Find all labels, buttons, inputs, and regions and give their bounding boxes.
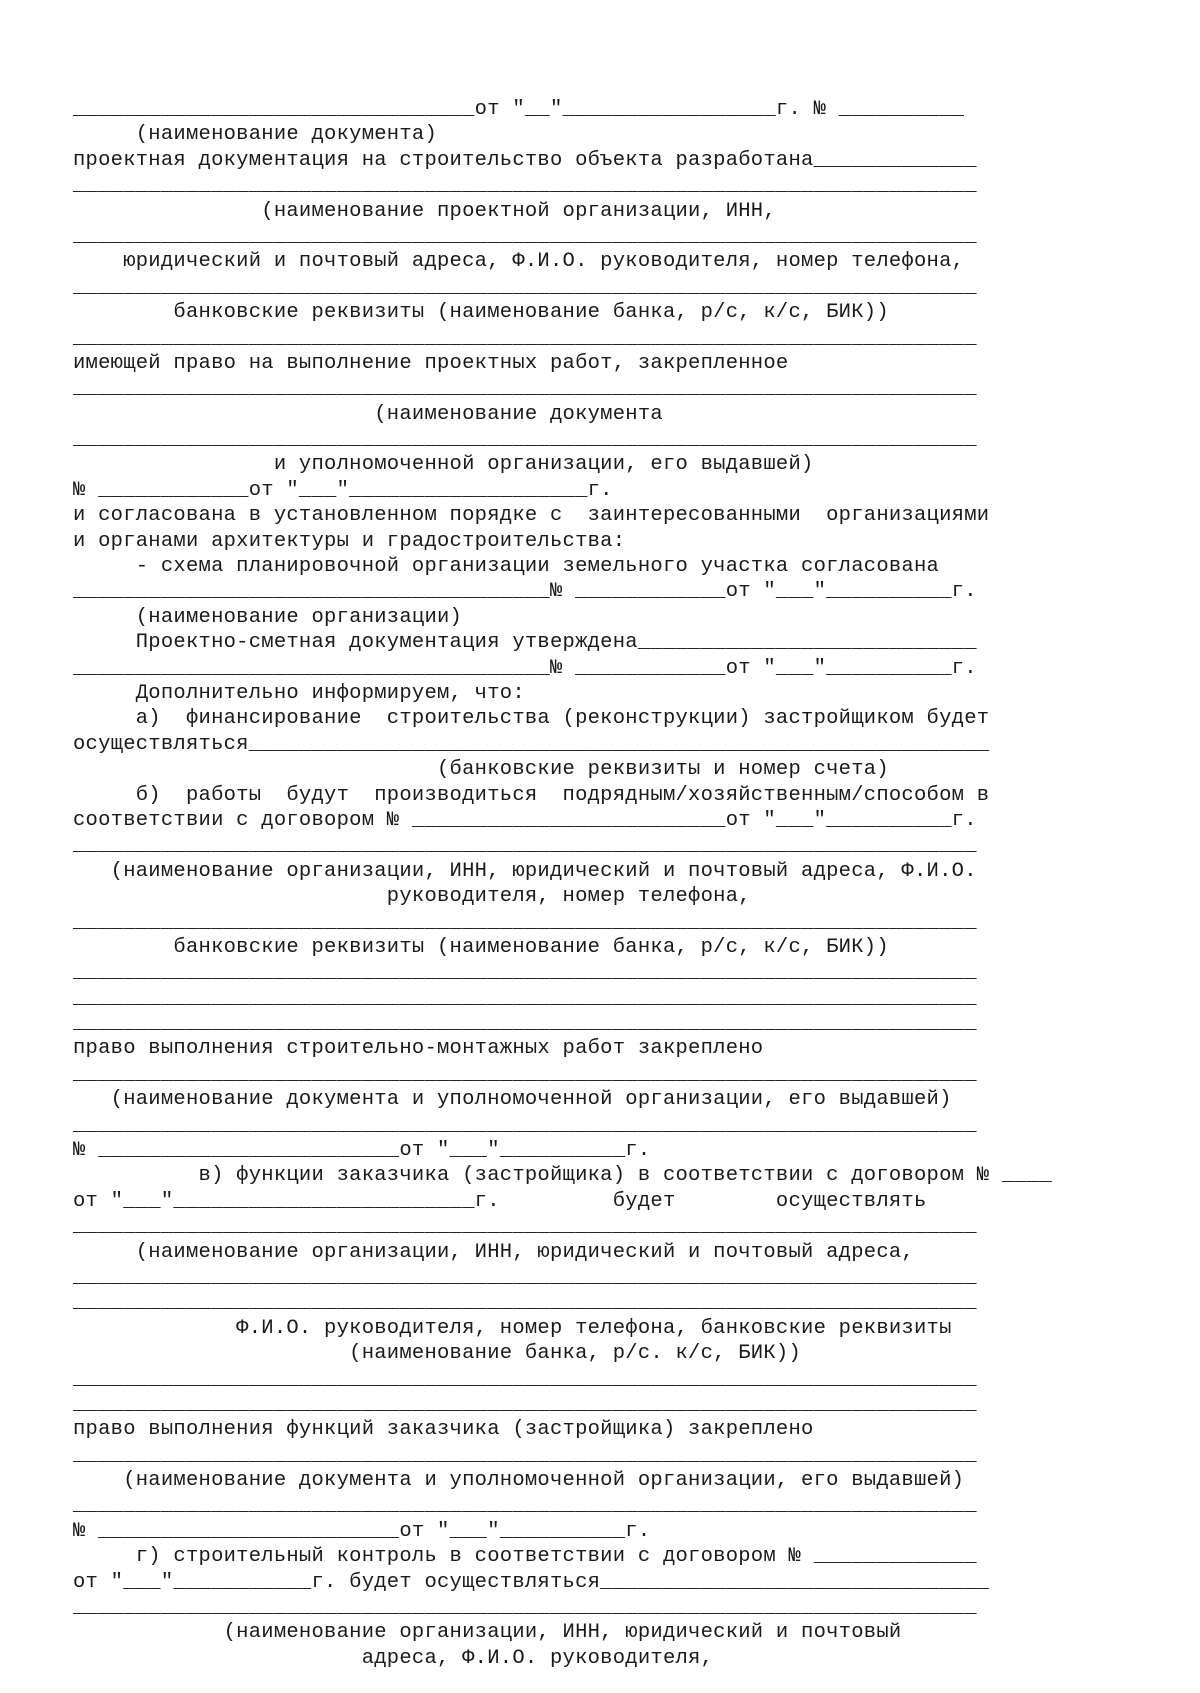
document-line: ________________________________________________________________________ [73, 910, 977, 934]
document-line: юридический и почтовый адреса, Ф.И.О. руководителя, номер телефона, [73, 250, 965, 274]
document-line: от "___"___________г. будет осуществляться_______________________________ [73, 1570, 990, 1594]
document-line: ________________________________________________________________________ [73, 1494, 977, 1518]
document-line: от "___"________________________г. будет осуществлять [73, 1189, 927, 1213]
document-line: в) функции заказчика (застройщика) в соответствии с договором № ____ [73, 1164, 1053, 1188]
document-line: ________________________________________________________________________ [73, 834, 977, 858]
document-line: соответствии с договором № _________________________от "___"__________г. [73, 808, 977, 832]
document-body [73, 97, 1055, 1671]
document-line: (наименование организации, ИНН, юридический и почтовый адреса, [73, 1240, 914, 1264]
document-line: ________________________________________________________________________ [73, 377, 977, 401]
document-line: ________________________________________________________________________ [73, 1443, 977, 1467]
document-line: адреса, Ф.И.О. руководителя, [73, 1646, 714, 1670]
document-line: ________________________________________________________________________ [73, 326, 977, 350]
document-line: (наименование документа) [73, 123, 438, 147]
document-line: ________________________________________________________________________ [73, 1291, 977, 1315]
document-line: ________________________________________________________________________ [73, 961, 977, 985]
document-line: (наименование организации) [73, 605, 463, 629]
document-line: а) финансирование строительства (реконструкции) застройщиком будет [73, 707, 990, 731]
document-line: ________________________________________________________________________ [73, 428, 977, 452]
document-line: ________________________________________________________________________ [73, 224, 977, 248]
document-line: ________________________________________________________________________ [73, 275, 977, 299]
document-line: ________________________________от "__"_________________г. № __________ [73, 98, 965, 121]
document-line: № ________________________от "___"__________г. [73, 1139, 651, 1163]
document-line: ________________________________________________________________________ [73, 986, 977, 1010]
document-line: и органами архитектуры и градостроительства: [73, 529, 626, 553]
document-line: - схема планировочной организации земельного участка согласована [73, 555, 940, 579]
document-line: ________________________________________________________________________ [73, 1012, 977, 1036]
document-line: право выполнения функций заказчика (застройщика) закреплено [73, 1418, 814, 1442]
document-line: Проектно-сметная документация утверждена___________________________ [73, 631, 977, 655]
document-line: (наименование организации, ИНН, юридический и почтовый адреса, Ф.И.О. [73, 859, 977, 883]
document-line: осуществляться___________________________________________________________ [73, 732, 990, 756]
document-line: (наименование документа [73, 402, 663, 426]
document-line: ________________________________________________________________________ [73, 1596, 977, 1620]
document-line: ________________________________________________________________________ [73, 174, 977, 198]
document-line: № ____________от "___"___________________г. [73, 478, 613, 502]
document-line: (наименование документа и уполномоченной организации, его выдавшей) [73, 1469, 965, 1493]
document-line: ________________________________________________________________________ [73, 1215, 977, 1239]
document-line: № ________________________от "___"__________г. [73, 1519, 651, 1543]
document-line: б) работы будут производиться подрядным/хозяйственным/способом в [73, 783, 990, 807]
document-line: (наименование банка, р/с. к/с, БИК)) [73, 1342, 802, 1366]
document-line: проектная документация на строительство объекта разработана_____________ [73, 148, 977, 172]
document-line: г) строительный контроль в соответствии с договором № _____________ [73, 1545, 977, 1569]
document-line: руководителя, номер телефона, [73, 885, 751, 909]
document-line: банковские реквизиты (наименование банка, р/с, к/с, БИК)) [73, 935, 889, 959]
document-line: банковские реквизиты (наименование банка, р/с, к/с, БИК)) [73, 301, 889, 325]
document-line: и согласована в установленном порядке с заинтересованными организациями [73, 504, 990, 528]
document-line: имеющей право на выполнение проектных работ, закрепленное [73, 351, 789, 375]
document-line: право выполнения строительно-монтажных работ закреплено [73, 1037, 764, 1061]
document-line: (банковские реквизиты и номер счета) [73, 758, 889, 782]
document-line: ________________________________________________________________________ [73, 1265, 977, 1289]
document-line: ________________________________________________________________________ [73, 1367, 977, 1391]
document-line: (наименование организации, ИНН, юридический и почтовый [73, 1621, 902, 1645]
document-line: (наименование проектной организации, ИНН, [73, 199, 776, 223]
document-line: ________________________________________________________________________ [73, 1392, 977, 1416]
document-line: ______________________________________№ ____________от "___"__________г. [73, 580, 977, 604]
document-line: Дополнительно информируем, что: [73, 681, 525, 705]
document-line: (наименование документа и уполномоченной организации, его выдавшей) [73, 1088, 952, 1112]
document-line: и уполномоченной организации, его выдавшей) [73, 453, 814, 477]
document-line: Ф.И.О. руководителя, номер телефона, банковские реквизиты [73, 1316, 952, 1340]
document-line: ______________________________________№ ____________от "___"__________г. [73, 656, 977, 680]
document-line: ________________________________________________________________________ [73, 1062, 977, 1086]
document-line: ________________________________________________________________________ [73, 1113, 977, 1137]
